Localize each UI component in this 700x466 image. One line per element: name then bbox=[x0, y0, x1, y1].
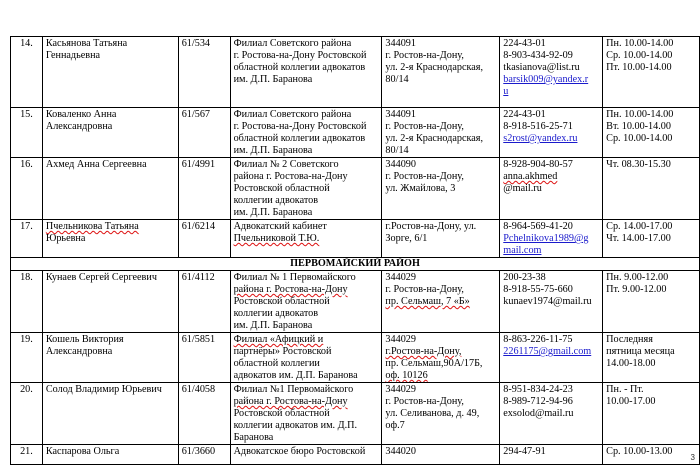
address: 344020 bbox=[382, 445, 500, 465]
address: 344090 г. Ростов-на-Дону, ул. Жмайлова, 3 bbox=[382, 158, 500, 220]
office-hours: Пн. 10.00-14.00 Ср. 10.00-14.00 Пт. 10.00-14.00 bbox=[603, 37, 700, 108]
row-number: 16. bbox=[11, 158, 43, 220]
section-title: ПЕРВОМАЙСКИЙ РАЙОН bbox=[11, 258, 700, 271]
table-row bbox=[11, 158, 700, 220]
office-hours: Пн. - Пт. 10.00-17.00 bbox=[603, 383, 700, 445]
contacts: 8-863-226-11-75 2261175@gmail.com bbox=[500, 333, 603, 383]
registry-number: 61/534 bbox=[178, 37, 230, 108]
page-number: 3 bbox=[690, 453, 695, 462]
contacts: 224-43-01 8-903-434-92-09 tkasianova@list.ru barsik009@yandex.r u bbox=[500, 37, 603, 108]
table-row bbox=[11, 445, 700, 465]
registry-number: 61/4058 bbox=[178, 383, 230, 445]
email-link[interactable]: s2rost@yandex.ru bbox=[503, 133, 578, 144]
row-number: 15. bbox=[11, 108, 43, 158]
contacts: 8-928-904-80-57 anna.akhmed @mail.ru bbox=[500, 158, 603, 220]
registry-number: 61/4112 bbox=[178, 271, 230, 333]
registry-number: 61/5851 bbox=[178, 333, 230, 383]
organization: Филиал №1 Первомайского района г. Ростова-на-Дону Ростовской областной коллегии адвокатов им. Д.П. Баранова bbox=[230, 383, 382, 445]
address: 344029 г. Ростов-на-Дону, ул. Селиванова, д. 49, оф.7 bbox=[382, 383, 500, 445]
row-number: 20. bbox=[11, 383, 43, 445]
email-link-continued[interactable]: u bbox=[503, 86, 509, 97]
address: г.Ростов-на-Дону, ул. Зорге, 6/1 bbox=[382, 220, 500, 258]
address: 344091 г. Ростов-на-Дону, ул. 2-я Краснодарская, 80/14 bbox=[382, 108, 500, 158]
organization: Филиал № 1 Первомайского района г. Ростова-на-Дону Ростовской областной коллегии адвокатов им. Д.П. Баранова bbox=[230, 271, 382, 333]
table-row bbox=[11, 271, 700, 333]
organization: Филиал Советского района г. Ростова-на-Дону Ростовской областной коллегии адвокатов им. Д.П. Баранова bbox=[230, 108, 382, 158]
lawyer-name: Солод Владимир Юрьевич bbox=[42, 383, 178, 445]
email-link[interactable]: 2261175@gmail.com bbox=[503, 346, 592, 357]
address: 344091 г. Ростов-на-Дону, ул. 2-я Краснодарская, 80/14 bbox=[382, 37, 500, 108]
registry-number: 61/4991 bbox=[178, 158, 230, 220]
contacts: 294-47-91 bbox=[500, 445, 603, 465]
email-link[interactable]: Pchelnikova1989@g bbox=[503, 233, 589, 244]
office-hours: Последняя пятница месяца 14.00-18.00 bbox=[603, 333, 700, 383]
row-number: 14. bbox=[11, 37, 43, 108]
registry-number: 61/6214 bbox=[178, 220, 230, 258]
contacts: 8-964-569-41-20 Pchelnikova1989@g mail.com bbox=[500, 220, 603, 258]
advocates-table bbox=[10, 36, 700, 465]
organization: Филиал «Афицкий и партнёры» Ростовской областной коллегии адвокатов им. Д.П. Баранова bbox=[230, 333, 382, 383]
row-number: 19. bbox=[11, 333, 43, 383]
office-hours: Пн. 9.00-12.00 Пт. 9.00-12.00 bbox=[603, 271, 700, 333]
row-number: 17. bbox=[11, 220, 43, 258]
address: 344029 г.Ростов-на-Дону, пр. Сельмаш,90А/17Б, оф. 10126 bbox=[382, 333, 500, 383]
lawyer-name: Пчельникова Татьяна Юрьевна bbox=[42, 220, 178, 258]
section-row bbox=[11, 258, 700, 271]
contacts: 200-23-38 8-918-55-75-660 kunaev1974@mail.ru bbox=[500, 271, 603, 333]
row-number: 21. bbox=[11, 445, 43, 465]
row-number: 18. bbox=[11, 271, 43, 333]
table-row bbox=[11, 333, 700, 383]
organization: Филиал № 2 Советского района г. Ростова-на-Дону Ростовской областной коллегии адвокатов им. Д.П. Баранова bbox=[230, 158, 382, 220]
organization: Филиал Советского района г. Ростова-на-Дону Ростовской областной коллегии адвокатов им. Д.П. Баранова bbox=[230, 37, 382, 108]
table-row bbox=[11, 108, 700, 158]
table-row bbox=[11, 220, 700, 258]
lawyer-name: Каспарова Ольга bbox=[42, 445, 178, 465]
lawyer-name: Кошель Виктория Александровна bbox=[42, 333, 178, 383]
table-row bbox=[11, 37, 700, 108]
registry-number: 61/3660 bbox=[178, 445, 230, 465]
organization: Адвокатское бюро Ростовской bbox=[230, 445, 382, 465]
registry-number: 61/567 bbox=[178, 108, 230, 158]
lawyer-name: Ахмед Анна Сергеевна bbox=[42, 158, 178, 220]
office-hours: Чт. 08.30-15.30 bbox=[603, 158, 700, 220]
office-hours: Пн. 10.00-14.00 Вт. 10.00-14.00 Ср. 10.00-14.00 bbox=[603, 108, 700, 158]
organization: Адвокатский кабинет Пчельниковой Т.Ю. bbox=[230, 220, 382, 258]
contacts: 224-43-01 8-918-516-25-71 s2rost@yandex.ru bbox=[500, 108, 603, 158]
office-hours: Ср. 14.00-17.00 Чт. 14.00-17.00 bbox=[603, 220, 700, 258]
table-row bbox=[11, 383, 700, 445]
lawyer-name: Коваленко Анна Александровна bbox=[42, 108, 178, 158]
office-hours: Ср. 10.00-13.00 bbox=[603, 445, 700, 465]
address: 344029 г. Ростов-на-Дону, пр. Сельмаш, 7 «Б» bbox=[382, 271, 500, 333]
email-link[interactable]: barsik009@yandex.r bbox=[503, 74, 589, 85]
contacts: 8-951-834-24-23 8-989-712-94-96 exsolod@mail.ru bbox=[500, 383, 603, 445]
lawyer-name: Касьянова Татьяна Геннадьевна bbox=[42, 37, 178, 108]
lawyer-name: Кунаев Сергей Сергеевич bbox=[42, 271, 178, 333]
email-link-continued[interactable]: mail.com bbox=[503, 245, 542, 256]
